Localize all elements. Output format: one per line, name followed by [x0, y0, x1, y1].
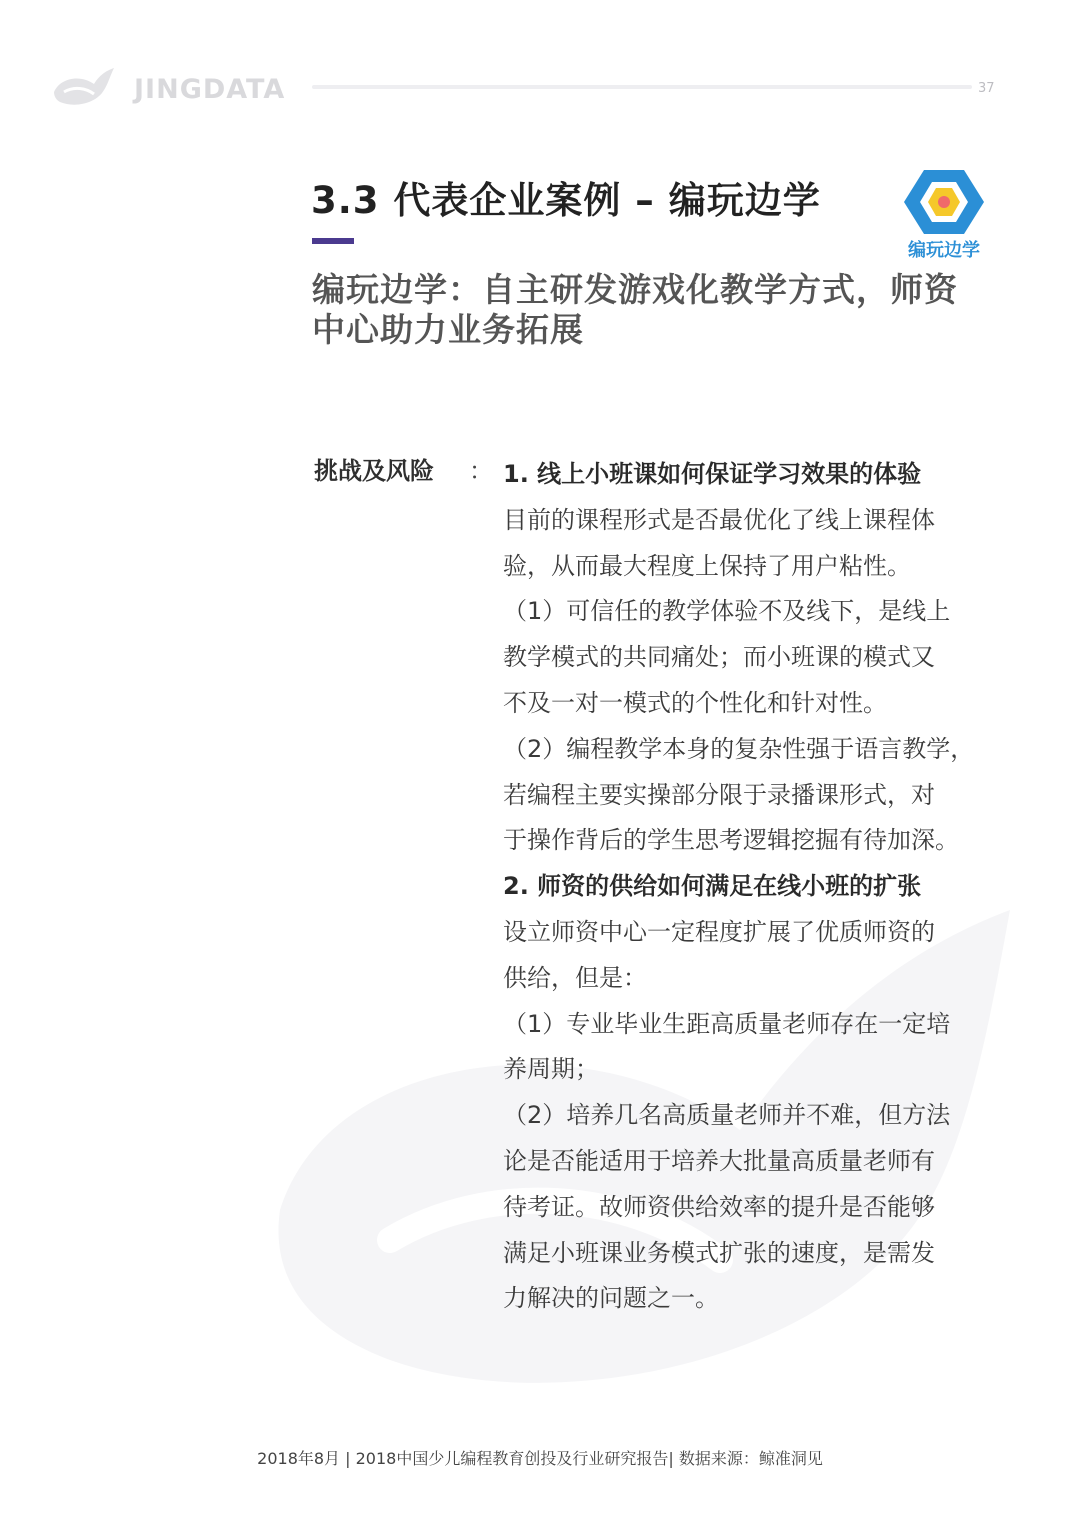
- whale-logo-icon: [50, 62, 120, 112]
- company-logo-caption: 编玩边学: [908, 240, 980, 261]
- subtitle-line-2: 中心助力业务拓展: [312, 310, 584, 349]
- content-line: 满足小班课业务模式扩张的速度，是需发: [503, 1238, 935, 1267]
- page-number: 37: [978, 81, 995, 96]
- content-line: （2）编程教学本身的复杂性强于语言教学，: [503, 734, 975, 763]
- challenge-label: 挑战及风险: [314, 457, 434, 485]
- content-line: 养周期；: [503, 1055, 599, 1084]
- challenge-colon: ：: [469, 457, 493, 485]
- subtitle-line-1: 编玩边学：自主研发游戏化教学方式，师资: [312, 270, 958, 309]
- page-footer: 2018年8月 | 2018中国少儿编程教育创投及行业研究报告| 数据来源：鲸准洞见: [257, 1449, 823, 1468]
- content-line: （1）可信任的教学体验不及线下，是线上: [503, 597, 951, 626]
- content-line: 若编程主要实操部分限于录播课形式，对: [503, 780, 935, 809]
- content-line: 不及一对一模式的个性化和针对性。: [503, 688, 887, 717]
- subtitle: [312, 270, 1002, 350]
- header-rule: [312, 85, 972, 89]
- point-2-heading: 2. 师资的供给如何满足在线小班的扩张: [503, 872, 922, 901]
- content-line: 目前的课程形式是否最优化了线上课程体: [503, 505, 935, 534]
- content-line: 验，从而最大程度上保持了用户粘性。: [503, 551, 911, 580]
- page-header: [0, 0, 1080, 130]
- content-line: 于操作背后的学生思考逻辑挖掘有待加深。: [503, 826, 959, 855]
- content-line: 教学模式的共同痛处；而小班课的模式又: [503, 643, 935, 672]
- content-line: 设立师资中心一定程度扩展了优质师资的: [503, 917, 935, 946]
- challenge-content: [503, 452, 1003, 1322]
- content-line: 力解决的问题之一。: [503, 1284, 719, 1313]
- title-accent-bar: [312, 238, 354, 244]
- brand-name: JINGDATA: [134, 74, 286, 105]
- content-line: 待考证。故师资供给效率的提升是否能够: [503, 1192, 935, 1221]
- section-title: 3.3 代表企业案例 – 编玩边学: [311, 179, 821, 222]
- point-1-heading: 1. 线上小班课如何保证学习效果的体验: [503, 460, 922, 488]
- content-line: 论是否能适用于培养大批量高质量老师有: [503, 1146, 935, 1175]
- content-line: 供给，但是：: [503, 963, 647, 992]
- content-line: （1）专业毕业生距高质量老师存在一定培: [503, 1009, 951, 1038]
- content-line: （2）培养几名高质量老师并不难，但方法: [503, 1101, 951, 1130]
